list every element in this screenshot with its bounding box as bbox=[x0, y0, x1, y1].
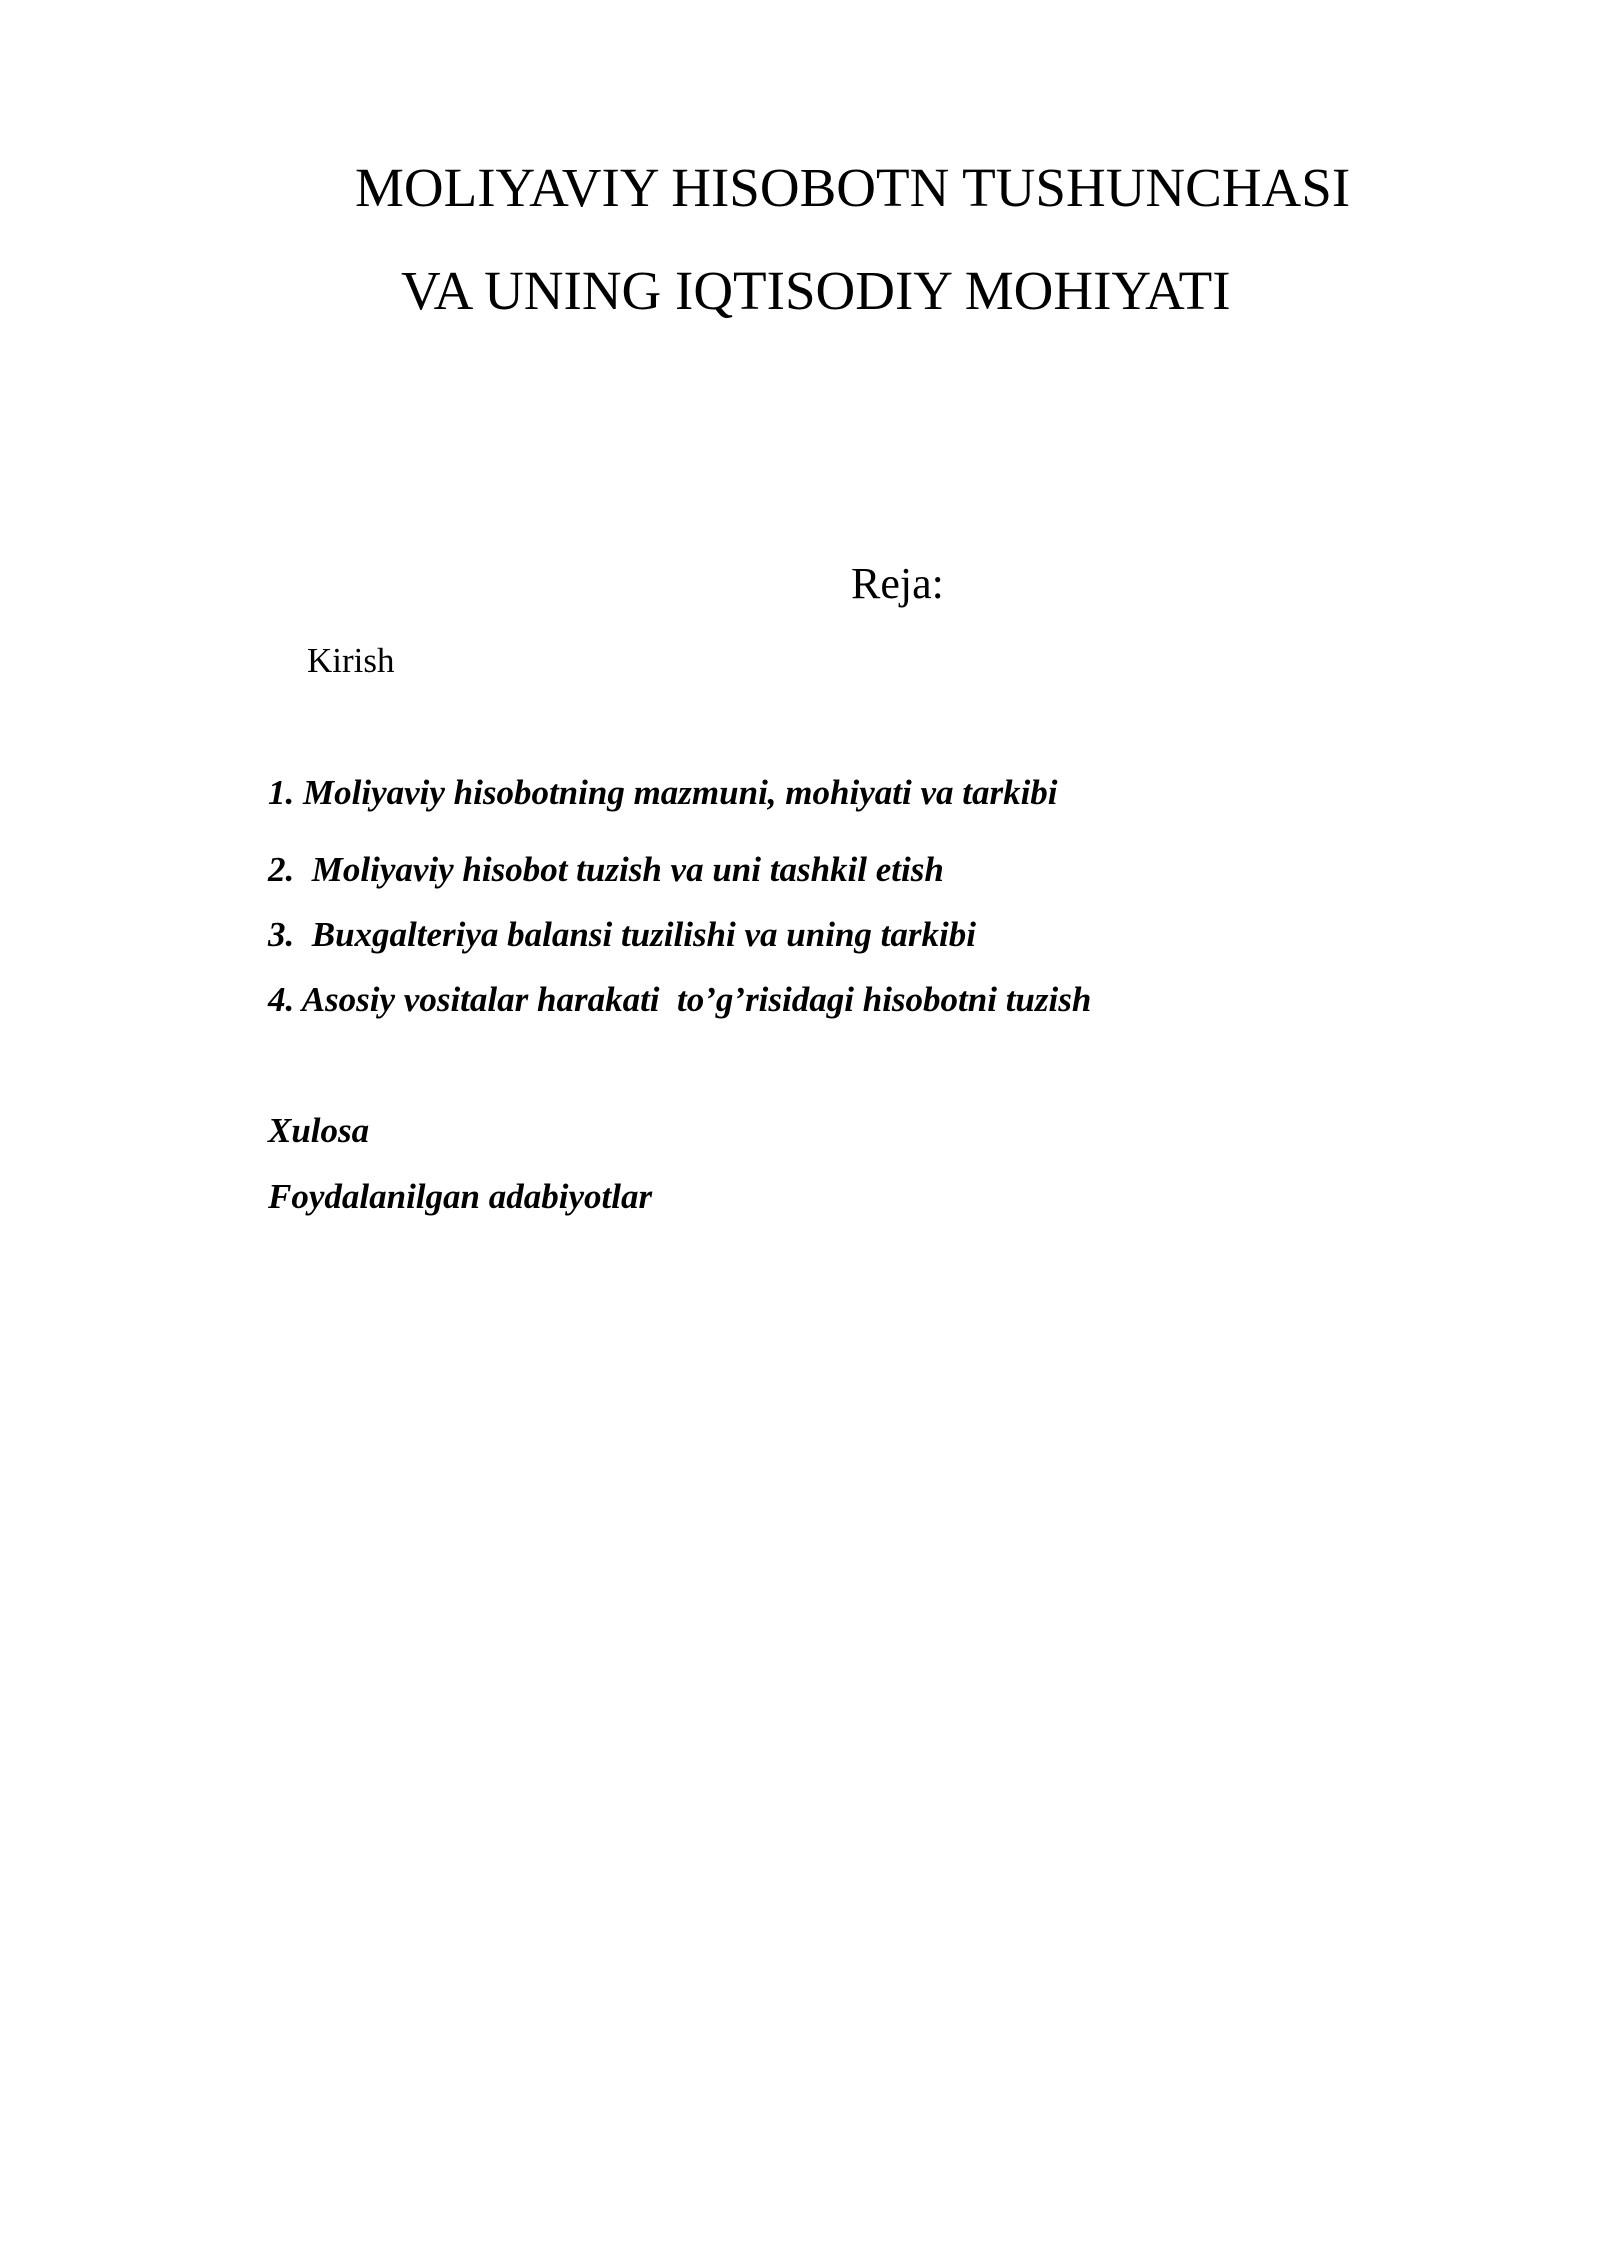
toc-intro: Kirish bbox=[307, 641, 395, 680]
document-title-line-2: VA UNING IQTISODIY MOHIYATI bbox=[401, 260, 1231, 321]
toc-references: Foydalanilgan adabiyotlar bbox=[268, 1177, 653, 1216]
toc-item-1: 1. Moliyaviy hisobotning mazmuni, mohiyati va tarkibi bbox=[268, 773, 1058, 812]
toc-item-2: 2. Moliyaviy hisobot tuzish va uni tashkil etish bbox=[268, 850, 944, 889]
toc-item-4: 4. Asosiy vositalar harakati to’g’risidagi hisobotni tuzish bbox=[268, 980, 1092, 1019]
document-title-line-1: MOLIYAVIY HISOBOTN TUSHUNCHASI bbox=[355, 157, 1351, 218]
toc-conclusion: Xulosa bbox=[268, 1111, 370, 1150]
plan-heading: Reja: bbox=[851, 559, 944, 608]
toc-item-3: 3. Buxgalteriya balansi tuzilishi va uning tarkibi bbox=[268, 915, 976, 954]
